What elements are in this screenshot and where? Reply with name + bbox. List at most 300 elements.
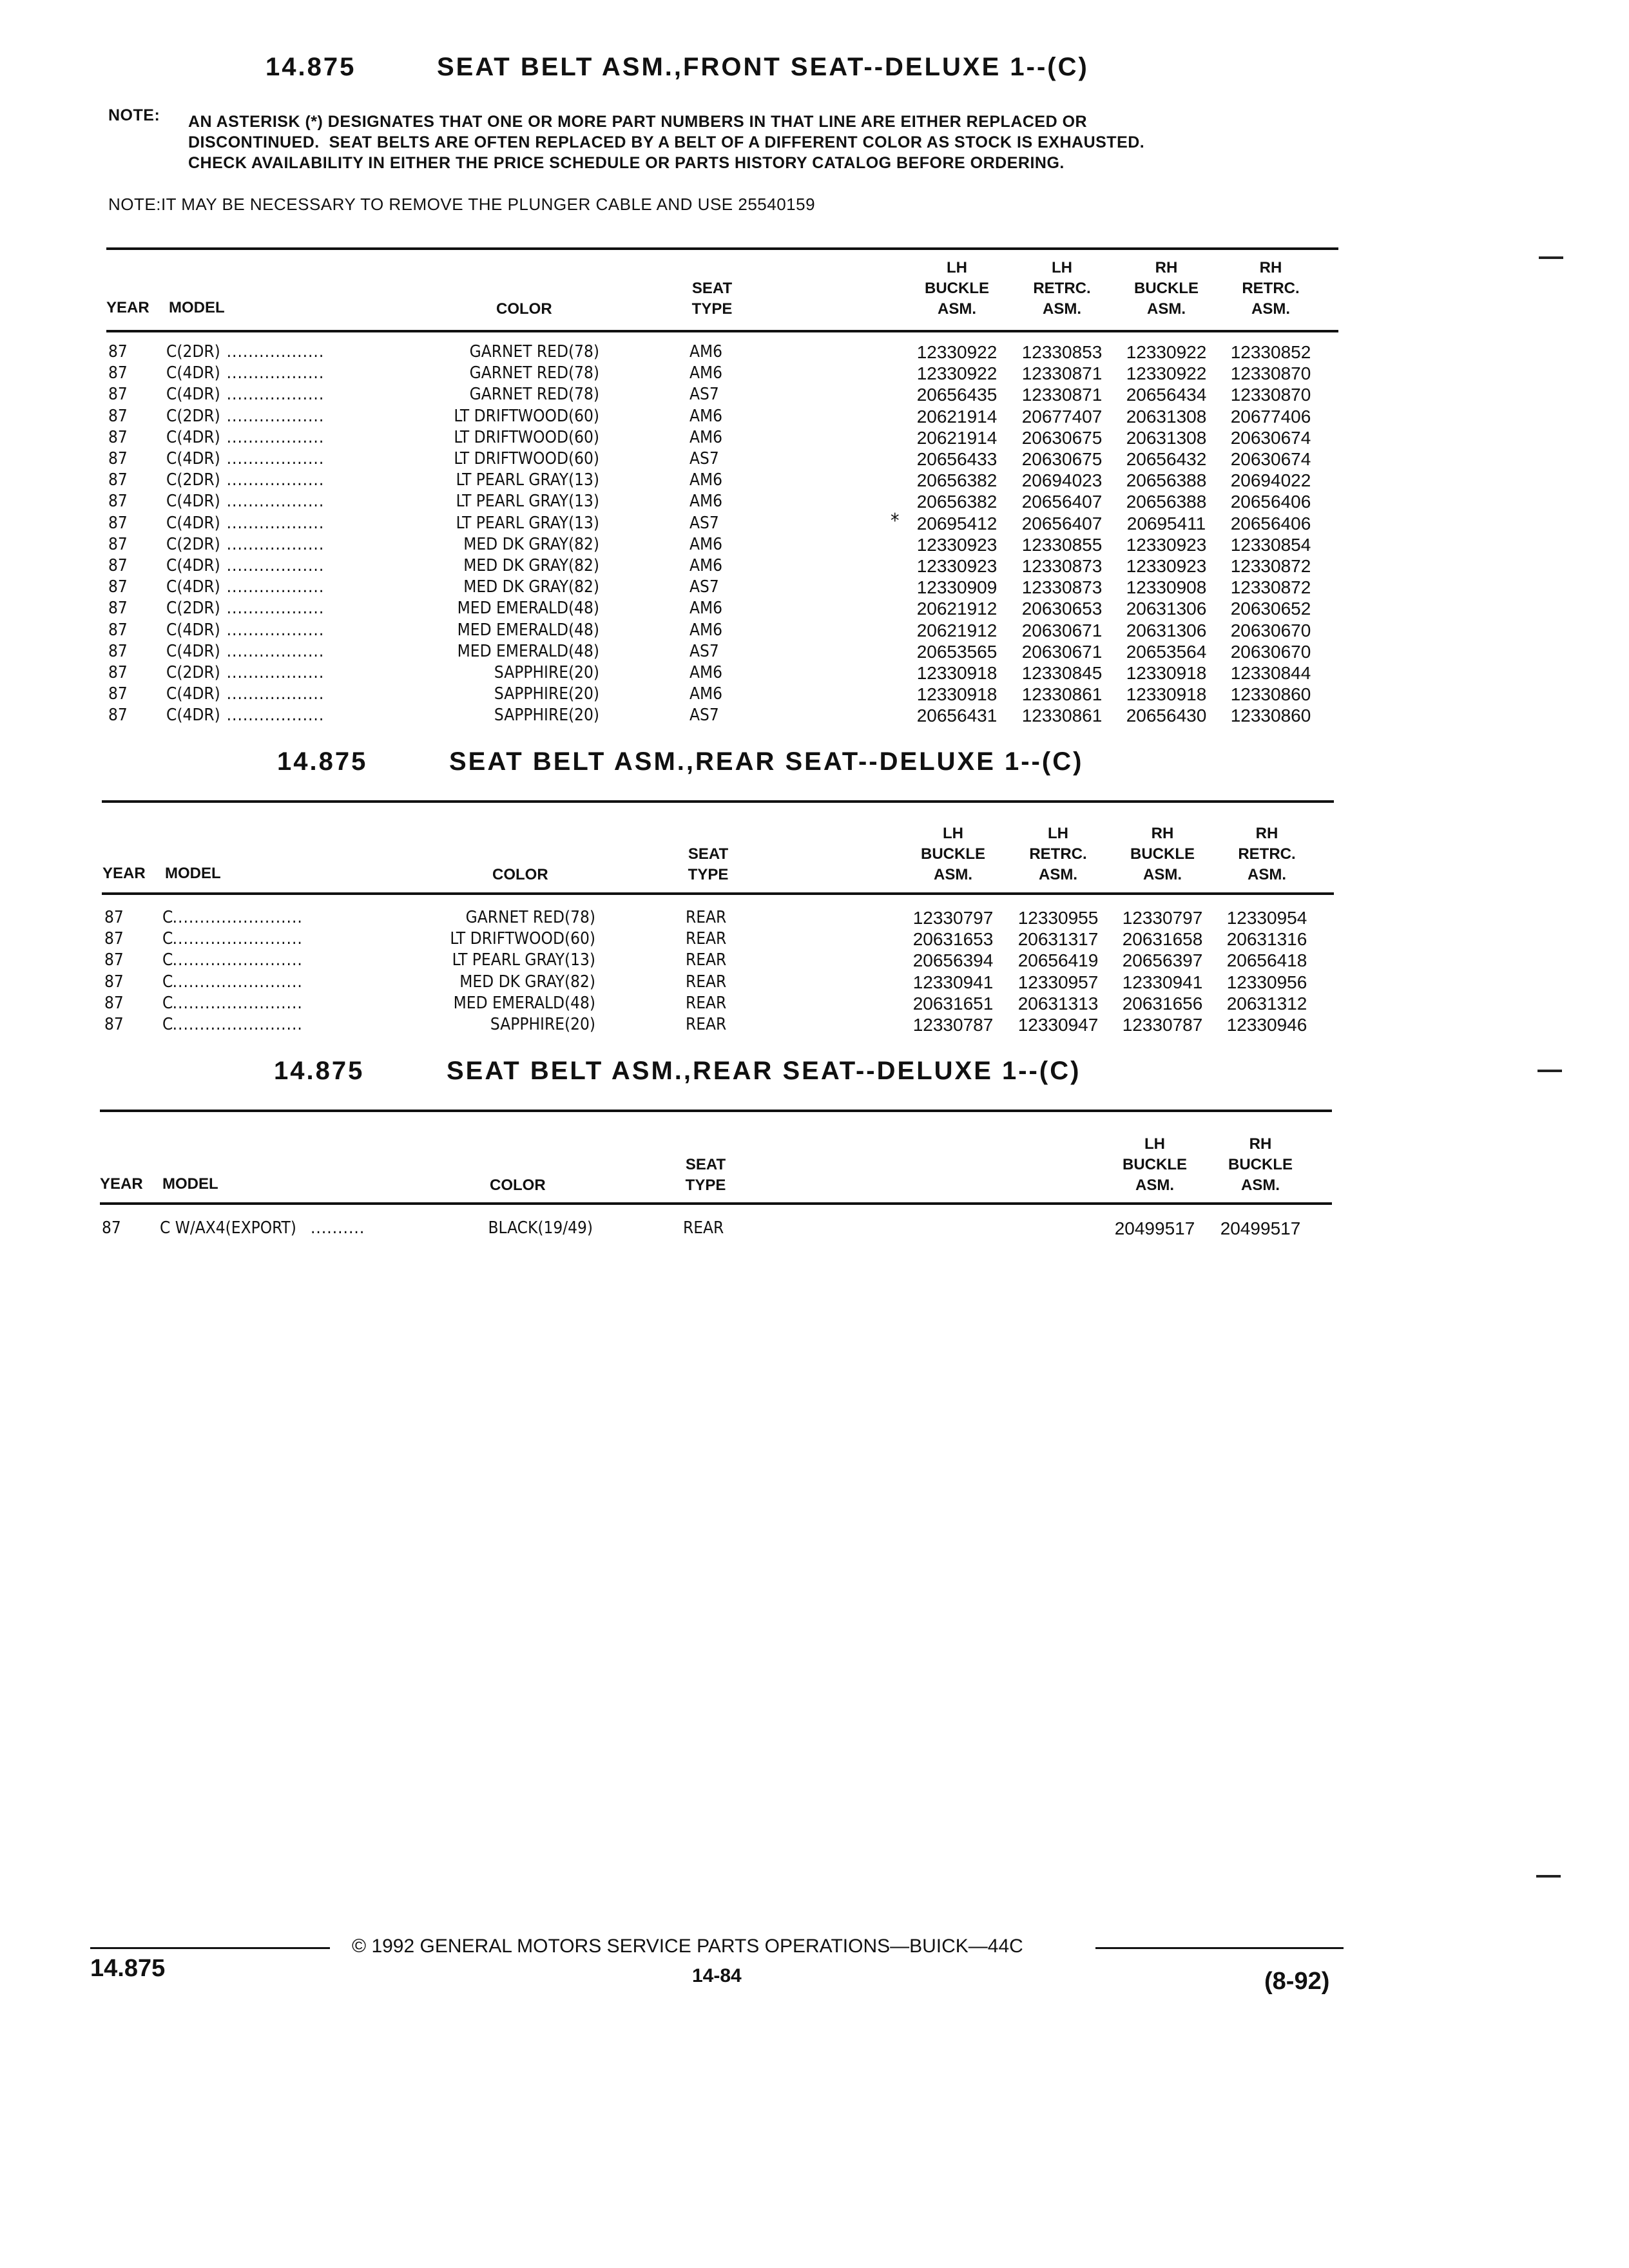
row-year: 87	[108, 535, 128, 554]
header-color: COLOR	[492, 866, 548, 883]
row-lh-retrc: 12330871	[1021, 363, 1103, 383]
row-lh-buckle: 12330918	[916, 684, 998, 704]
row-year: 87	[108, 385, 128, 404]
header-rh-buckle: BUCKLE	[1134, 280, 1199, 297]
table-row	[0, 341, 1629, 363]
row-rh-buckle: 20631658	[1122, 929, 1203, 949]
row-seat-type: AM6	[689, 492, 723, 511]
row-seat-type: REAR	[683, 1218, 724, 1238]
row-model: C	[162, 1015, 173, 1034]
row-rh-buckle: 20656388	[1126, 492, 1207, 512]
row-seat-type: AM6	[689, 470, 723, 490]
row-year: 87	[108, 642, 128, 661]
table-row	[0, 510, 1629, 534]
row-leader-dots: ..........	[311, 1218, 365, 1238]
table-row	[0, 598, 1629, 619]
row-year: 87	[108, 577, 128, 597]
row-leader-dots: ..................	[226, 470, 325, 490]
header-rh-buckle: RH	[1151, 825, 1174, 842]
row-rh-buckle: 12330941	[1122, 972, 1203, 992]
row-rh-retrc: 12330844	[1230, 663, 1311, 683]
row-year: 87	[108, 407, 128, 426]
row-rh-retrc: 12330854	[1230, 535, 1311, 555]
row-lh-buckle: 20656435	[916, 385, 998, 405]
row-seat-type: REAR	[686, 972, 727, 992]
row-seat-type: AM6	[689, 620, 723, 640]
row-rh-retrc: 20630674	[1230, 428, 1311, 448]
row-year: 87	[102, 1218, 121, 1238]
row-color: SAPPHIRE(20)	[490, 1015, 595, 1034]
row-lh-retrc: 20656407	[1021, 492, 1103, 512]
row-lh-retrc: 20631317	[1017, 929, 1099, 949]
row-lh-buckle: 12330923	[916, 556, 998, 576]
row-color: MED EMERALD(48)	[457, 620, 599, 640]
row-rh-retrc: 20656406	[1230, 514, 1311, 533]
section-1-title-code: 14.875	[265, 53, 356, 81]
table-row	[0, 907, 1629, 928]
row-rh-retrc: 12330872	[1230, 556, 1311, 576]
row-leader-dots: ..................	[226, 514, 325, 533]
row-model: C	[162, 908, 173, 927]
row-rh-buckle: 20656430	[1126, 706, 1207, 726]
row-lh-retrc: 12330871	[1021, 385, 1103, 405]
row-lh-retrc: 12330873	[1021, 577, 1103, 597]
row-lh-buckle: 20656394	[912, 950, 994, 970]
row-lh-buckle: 20695412	[916, 514, 998, 533]
row-model: C(4DR)	[166, 514, 220, 533]
row-leader-dots: ........................	[172, 908, 303, 927]
row-lh-buckle: 20656382	[916, 492, 998, 512]
header-seat-type: TYPE	[685, 1177, 726, 1194]
row-model: C(4DR)	[166, 385, 220, 404]
header-seat-type: SEAT	[685, 1156, 726, 1173]
row-model: C	[162, 929, 173, 948]
row-rh-buckle: 20653564	[1126, 642, 1207, 662]
row-year: 87	[108, 363, 128, 383]
header-model: MODEL	[169, 299, 225, 316]
row-rh-retrc: 12330872	[1230, 577, 1311, 597]
table-row	[0, 577, 1629, 598]
note-line-2: DISCONTINUED. SEAT BELTS ARE OFTEN REPLACED BY A BELT OF A DIFFERENT COLOR AS STOCK IS EXHAUSTED.	[188, 133, 1145, 151]
row-leader-dots: ..................	[226, 428, 325, 447]
row-lh-buckle: 12330918	[916, 663, 998, 683]
row-leader-dots: ........................	[172, 972, 303, 992]
row-rh-buckle: 12330908	[1126, 577, 1207, 597]
row-color: MED EMERALD(48)	[457, 599, 599, 618]
row-lh-buckle: 20621912	[916, 620, 998, 640]
header-rh-buckle: RH	[1155, 259, 1178, 276]
row-rh-retrc: 20630674	[1230, 449, 1311, 469]
row-lh-buckle: 12330941	[912, 972, 994, 992]
header-year: YEAR	[102, 865, 146, 882]
row-year: 87	[108, 663, 128, 682]
header-rh-retrc: RH	[1255, 825, 1278, 842]
row-seat-type: AM6	[689, 663, 723, 682]
margin-mark	[1537, 1070, 1562, 1072]
row-rh-retrc: 12330860	[1230, 684, 1311, 704]
row-seat-type: AS7	[689, 642, 719, 661]
table-row	[0, 1014, 1629, 1035]
row-seat-type: REAR	[686, 1015, 727, 1034]
row-color: GARNET RED(78)	[465, 908, 595, 927]
row-rh-retrc: 12330852	[1230, 342, 1311, 362]
row-rh-buckle: 20631656	[1122, 994, 1203, 1014]
footer-rule-right	[1095, 1947, 1344, 1949]
table-row	[0, 491, 1629, 512]
row-year: 87	[108, 514, 128, 533]
row-seat-type: REAR	[686, 908, 727, 927]
row-lh-retrc: 20630675	[1021, 449, 1103, 469]
row-leader-dots: ..................	[226, 492, 325, 511]
row-model: C(4DR)	[166, 706, 220, 725]
row-leader-dots: ..................	[226, 535, 325, 554]
row-seat-type: AS7	[689, 514, 719, 533]
table-row	[0, 972, 1629, 993]
margin-mark	[1539, 256, 1563, 259]
section-2-title-code: 14.875	[277, 747, 368, 776]
note-label: NOTE:	[108, 106, 160, 124]
header-seat-type: SEAT	[688, 845, 729, 863]
note-line-1: AN ASTERISK (*) DESIGNATES THAT ONE OR MORE PART NUMBERS IN THAT LINE ARE EITHER REPLACED OR	[188, 113, 1088, 131]
row-year: 87	[104, 972, 124, 992]
row-leader-dots: ........................	[172, 950, 303, 970]
row-leader-dots: ........................	[172, 994, 303, 1013]
header-rh-buckle: BUCKLE	[1130, 845, 1195, 863]
row-rh-buckle: 12330923	[1126, 535, 1207, 555]
row-model: C(4DR)	[166, 492, 220, 511]
row-lh-buckle: 12330922	[916, 342, 998, 362]
row-lh-retrc: 20630653	[1021, 599, 1103, 619]
row-year: 87	[108, 620, 128, 640]
row-rh-retrc: 12330870	[1230, 385, 1311, 405]
row-leader-dots: ..................	[226, 363, 325, 383]
header-rh-buckle: BUCKLE	[1228, 1156, 1293, 1173]
table-row	[0, 448, 1629, 470]
row-seat-type: REAR	[686, 929, 727, 948]
row-seat-type: AM6	[689, 407, 723, 426]
row-seat-type: AS7	[689, 449, 719, 468]
row-lh-buckle: 12330923	[916, 535, 998, 555]
header-lh-retrc: RETRC.	[1029, 845, 1087, 863]
row-leader-dots: ..................	[226, 385, 325, 404]
row-rh-buckle: 20631306	[1126, 599, 1207, 619]
table-row	[0, 705, 1629, 726]
row-year: 87	[108, 470, 128, 490]
row-seat-type: REAR	[686, 950, 727, 970]
row-model: C(4DR)	[166, 363, 220, 383]
row-lh-buckle: 20656431	[916, 706, 998, 726]
header-lh-retrc: ASM.	[1039, 866, 1077, 883]
row-lh-buckle: 20621914	[916, 428, 998, 448]
header-lh-buckle: LH	[947, 259, 967, 276]
row-lh-buckle: 20631653	[912, 929, 994, 949]
header-lh-buckle: ASM.	[1135, 1177, 1174, 1194]
section-1-title: SEAT BELT ASM.,FRONT SEAT--DELUXE 1--(C)	[437, 53, 1089, 81]
row-lh-retrc: 20630675	[1021, 428, 1103, 448]
row-color: LT PEARL GRAY(13)	[456, 514, 599, 533]
row-seat-type: AM6	[689, 363, 723, 383]
row-rh-retrc: 12330946	[1226, 1015, 1307, 1035]
header-lh-buckle: ASM.	[934, 866, 972, 883]
row-lh-retrc: 12330957	[1017, 972, 1099, 992]
row-model: C(4DR)	[166, 577, 220, 597]
row-model: C(4DR)	[166, 684, 220, 704]
row-seat-type: AM6	[689, 342, 723, 361]
row-seat-type: AM6	[689, 556, 723, 575]
row-color: LT PEARL GRAY(13)	[452, 950, 595, 970]
row-seat-type: AM6	[689, 599, 723, 618]
row-leader-dots: ..................	[226, 684, 325, 704]
row-rh-retrc: 12330870	[1230, 363, 1311, 383]
footer-page-number: 14-84	[692, 1965, 742, 1986]
header-year: YEAR	[100, 1175, 143, 1193]
header-lh-buckle: LH	[1144, 1135, 1165, 1153]
row-color: SAPPHIRE(20)	[494, 706, 599, 725]
row-rh-buckle: 20656432	[1126, 449, 1207, 469]
header-lh-buckle: LH	[943, 825, 963, 842]
table-row	[0, 641, 1629, 662]
header-seat-type: TYPE	[691, 300, 733, 318]
header-lh-buckle: BUCKLE	[1123, 1156, 1187, 1173]
row-color: BLACK(19/49)	[488, 1218, 593, 1238]
row-year: 87	[108, 449, 128, 468]
header-rh-retrc: ASM.	[1248, 866, 1286, 883]
row-color: GARNET RED(78)	[469, 342, 599, 361]
row-lh-buckle: 20656433	[916, 449, 998, 469]
row-year: 87	[108, 492, 128, 511]
table-row	[0, 928, 1629, 950]
header-rh-buckle: RH	[1249, 1135, 1272, 1153]
row-rh-buckle: 20656434	[1126, 385, 1207, 405]
row-rh-retrc: 20656406	[1230, 492, 1311, 512]
row-rh-retrc: 12330954	[1226, 908, 1307, 928]
header-color: COLOR	[490, 1177, 546, 1194]
header-rh-buckle: ASM.	[1147, 300, 1186, 318]
row-color: SAPPHIRE(20)	[494, 663, 599, 682]
table-row	[0, 470, 1629, 491]
row-model: C(2DR)	[166, 470, 220, 490]
row-rh-buckle: 20656388	[1126, 470, 1207, 490]
section-2-top-rule	[102, 800, 1334, 803]
row-model: C(2DR)	[166, 663, 220, 682]
section-3-title: SEAT BELT ASM.,REAR SEAT--DELUXE 1--(C)	[447, 1057, 1081, 1085]
row-model: C(4DR)	[166, 556, 220, 575]
table-row	[0, 993, 1629, 1014]
row-seat-type: AS7	[689, 577, 719, 597]
row-rh-buckle: 12330923	[1126, 556, 1207, 576]
header-lh-retrc: LH	[1052, 259, 1072, 276]
footer-date: (8-92)	[1264, 1968, 1330, 1995]
row-lh-retrc: 12330855	[1021, 535, 1103, 555]
section-3-top-rule	[100, 1110, 1332, 1112]
row-lh-retrc: 12330861	[1021, 706, 1103, 726]
row-color: MED EMERALD(48)	[453, 994, 595, 1013]
row-model: C	[162, 972, 173, 992]
row-seat-type: AS7	[689, 706, 719, 725]
row-lh-buckle: 20656382	[916, 470, 998, 490]
row-lh-retrc: 12330853	[1021, 342, 1103, 362]
table-row	[0, 684, 1629, 705]
row-model: C(4DR)	[166, 642, 220, 661]
table-row	[0, 1218, 1629, 1239]
row-color: MED DK GRAY(82)	[463, 535, 599, 554]
row-color: LT PEARL GRAY(13)	[456, 470, 599, 490]
row-leader-dots: ..................	[226, 577, 325, 597]
row-rh-buckle: 20695411	[1126, 514, 1206, 533]
row-lh-retrc: 20630671	[1021, 642, 1103, 662]
row-color: LT DRIFTWOOD(60)	[454, 449, 599, 468]
row-leader-dots: ..................	[226, 620, 325, 640]
row-year: 87	[104, 929, 124, 948]
row-model: C(2DR)	[166, 342, 220, 361]
row-leader-dots: ..................	[226, 407, 325, 426]
row-rh-buckle: 12330918	[1126, 663, 1207, 683]
row-seat-type: AS7	[689, 385, 719, 404]
row-rh-retrc: 20656418	[1226, 950, 1307, 970]
row-year: 87	[108, 684, 128, 704]
table-row	[0, 950, 1629, 971]
row-color: GARNET RED(78)	[469, 363, 599, 383]
header-lh-retrc: LH	[1048, 825, 1068, 842]
section-3-title-code: 14.875	[274, 1057, 365, 1085]
header-lh-buckle: ASM.	[938, 300, 976, 318]
row-lh-buckle: 20621912	[916, 599, 998, 619]
table-row	[0, 363, 1629, 384]
row-rh-retrc: 20677406	[1230, 407, 1311, 427]
row-year: 87	[104, 1015, 124, 1034]
row-year: 87	[104, 950, 124, 970]
row-color: MED DK GRAY(82)	[463, 577, 599, 597]
row-rh-retrc: 12330956	[1226, 972, 1307, 992]
row-lh-buckle: 12330797	[912, 908, 994, 928]
row-model: C(2DR)	[166, 535, 220, 554]
margin-mark	[1536, 1875, 1561, 1878]
header-seat-type: SEAT	[691, 280, 733, 297]
row-leader-dots: ........................	[172, 1015, 303, 1034]
row-seat-type: AM6	[689, 535, 723, 554]
row-model: C W/AX4(EXPORT)	[160, 1218, 296, 1238]
row-color: LT DRIFTWOOD(60)	[454, 428, 599, 447]
header-model: MODEL	[165, 865, 221, 882]
row-rh-retrc: 20631316	[1226, 929, 1307, 949]
row-rh-buckle: 12330922	[1126, 342, 1207, 362]
row-model: C(4DR)	[166, 428, 220, 447]
header-rh-buckle: ASM.	[1143, 866, 1182, 883]
row-leader-dots: ..................	[226, 599, 325, 618]
section-3-header-rule	[100, 1202, 1332, 1205]
row-lh-retrc: 12330873	[1021, 556, 1103, 576]
row-lh-buckle: 12330787	[912, 1015, 994, 1035]
row-lh-buckle: 20653565	[916, 642, 998, 662]
row-model: C	[162, 994, 173, 1013]
header-rh-buckle: ASM.	[1241, 1177, 1280, 1194]
row-color: MED EMERALD(48)	[457, 642, 599, 661]
header-model: MODEL	[162, 1175, 218, 1193]
footer-section-number: 14.875	[90, 1955, 166, 1982]
row-rh-buckle: 12330787	[1122, 1015, 1203, 1035]
row-color: LT DRIFTWOOD(60)	[454, 407, 599, 426]
table-row	[0, 427, 1629, 448]
row-rh-buckle: 12330922	[1126, 363, 1207, 383]
row-rh-retrc: 20630670	[1230, 642, 1311, 662]
row-lh-retrc: 20631313	[1017, 994, 1099, 1014]
row-lh-retrc: 12330845	[1021, 663, 1103, 683]
row-lh-buckle: 20499517	[1114, 1218, 1195, 1238]
header-rh-retrc: ASM.	[1251, 300, 1290, 318]
row-lh-retrc: 20656419	[1017, 950, 1099, 970]
header-rh-retrc: RETRC.	[1242, 280, 1300, 297]
header-seat-type: TYPE	[688, 866, 729, 883]
row-leader-dots: ..................	[226, 663, 325, 682]
row-rh-buckle: 12330918	[1126, 684, 1207, 704]
note-line-3: CHECK AVAILABILITY IN EITHER THE PRICE SCHEDULE OR PARTS HISTORY CATALOG BEFORE ORDERING.	[188, 154, 1065, 172]
row-year: 87	[108, 599, 128, 618]
row-lh-retrc: 12330947	[1017, 1015, 1099, 1035]
row-seat-type: REAR	[686, 994, 727, 1013]
row-rh-buckle: 20499517	[1220, 1218, 1301, 1238]
row-rh-buckle: 20631308	[1126, 428, 1207, 448]
row-color: GARNET RED(78)	[469, 385, 599, 404]
row-lh-retrc: 12330861	[1021, 684, 1103, 704]
section-2-title: SEAT BELT ASM.,REAR SEAT--DELUXE 1--(C)	[449, 747, 1084, 776]
header-lh-retrc: RETRC.	[1033, 280, 1091, 297]
row-asterisk: *	[891, 510, 900, 532]
table-row	[0, 620, 1629, 641]
row-year: 87	[108, 556, 128, 575]
row-seat-type: AM6	[689, 684, 723, 704]
row-rh-buckle: 20631308	[1126, 407, 1207, 427]
row-seat-type: AM6	[689, 428, 723, 447]
table-row	[0, 555, 1629, 577]
row-color: LT DRIFTWOOD(60)	[450, 929, 595, 948]
row-model: C(2DR)	[166, 599, 220, 618]
row-rh-retrc: 20630652	[1230, 599, 1311, 619]
header-color: COLOR	[496, 300, 552, 318]
row-year: 87	[108, 428, 128, 447]
header-lh-buckle: BUCKLE	[925, 280, 989, 297]
row-leader-dots: ..................	[226, 642, 325, 661]
row-color: MED DK GRAY(82)	[459, 972, 595, 992]
row-lh-retrc: 12330955	[1017, 908, 1099, 928]
row-year: 87	[104, 908, 124, 927]
row-rh-retrc: 20630670	[1230, 620, 1311, 640]
row-lh-retrc: 20677407	[1021, 407, 1103, 427]
row-lh-retrc: 20630671	[1021, 620, 1103, 640]
row-rh-retrc: 20631312	[1226, 994, 1307, 1014]
row-leader-dots: ..................	[226, 449, 325, 468]
header-year: YEAR	[106, 299, 149, 316]
section-1-top-rule	[106, 247, 1338, 250]
row-year: 87	[108, 706, 128, 725]
row-model: C(4DR)	[166, 620, 220, 640]
footer-rule-left	[90, 1947, 330, 1949]
row-lh-retrc: 20694023	[1021, 470, 1103, 490]
header-lh-retrc: ASM.	[1043, 300, 1081, 318]
header-rh-retrc: RETRC.	[1238, 845, 1296, 863]
row-year: 87	[104, 994, 124, 1013]
row-rh-retrc: 12330860	[1230, 706, 1311, 726]
row-color: MED DK GRAY(82)	[463, 556, 599, 575]
row-rh-buckle: 20631306	[1126, 620, 1207, 640]
footer-copyright: © 1992 GENERAL MOTORS SERVICE PARTS OPERATIONS—BUICK—44C	[352, 1936, 1023, 1957]
row-lh-buckle: 20631651	[912, 994, 994, 1014]
table-row	[0, 384, 1629, 405]
row-lh-buckle: 12330909	[916, 577, 998, 597]
header-rh-retrc: RH	[1259, 259, 1282, 276]
row-model: C	[162, 950, 173, 970]
row-lh-retrc: 20656407	[1021, 514, 1103, 533]
section-1-header-rule	[106, 330, 1338, 332]
